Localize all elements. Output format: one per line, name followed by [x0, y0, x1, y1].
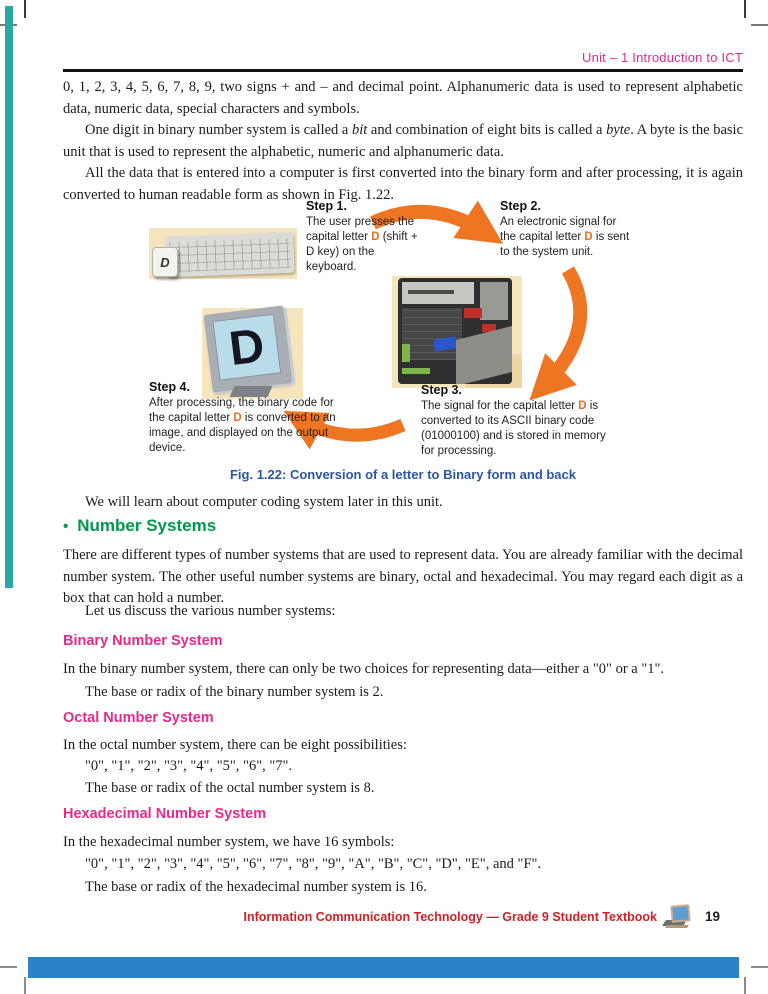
step-3-caption [421, 383, 619, 459]
step-2-label: Step 2. [500, 199, 541, 213]
arrow-step2-to-step3 [542, 270, 580, 388]
laptop-screen [670, 904, 690, 923]
side-panel [456, 326, 512, 384]
capital-d-highlight: D [584, 231, 593, 243]
bullet-icon: • [63, 518, 69, 535]
italic-term-bit: bit [351, 122, 368, 138]
step-2-caption [500, 199, 632, 260]
crop-mark-bottom-left-v [24, 977, 26, 994]
keyboard-photo [149, 228, 297, 279]
section-heading-number-systems [63, 516, 216, 536]
binary-line-2: The base or radix of the binary number system is 2. [85, 684, 384, 700]
figure-caption: Fig. 1.22: Conversion of a letter to Binary form and back [229, 467, 577, 482]
text-segment: is converted to an image, and displayed on the output device. [149, 412, 336, 454]
step-4-caption [149, 380, 341, 456]
crop-mark-top-right-h [751, 24, 768, 26]
text-segment: The signal for the capital letter [421, 400, 579, 412]
text-segment: The user presses the capital letter [306, 216, 415, 243]
text-segment: An electronic signal for the capital letter [500, 216, 617, 243]
italic-term-byte: byte [606, 122, 631, 138]
step-1-label: Step 1. [306, 199, 347, 213]
crop-mark-bottom-right-v [744, 977, 746, 994]
laptop-icon [664, 904, 692, 929]
paragraph-bit-byte [63, 120, 743, 163]
octal-digits: "0", "1", "2", "3", "4", "5", "6", "7". [85, 758, 293, 774]
capital-d-highlight: D [578, 400, 587, 412]
left-edge-accent-bar [5, 6, 13, 588]
binary-line-1: In the binary number system, there can only be two choices for representing data—either a "0" or a "1". [63, 661, 665, 677]
paragraph-coding-system: We will learn about computer coding system later in this unit. [85, 494, 443, 510]
footer-book-title: Information Communication Technology — Grade 9 Student Textbook [243, 909, 657, 924]
header-rule [63, 69, 743, 72]
green-component [402, 368, 430, 374]
page-number: 19 [704, 909, 720, 924]
motherboard [402, 308, 462, 360]
hex-line-3: The base or radix of the hexadecimal number system is 16. [85, 879, 427, 895]
text-segment: (shift + D key) on the keyboard. [306, 231, 418, 273]
step-3-label: Step 3. [421, 383, 462, 397]
system-unit-photo [392, 276, 522, 388]
paragraph-number-systems-intro: There are different types of number systems that are used to represent data. You are already familiar with the decimal number system. The other useful number systems are binary, octal and hexadecimal. You may regard each digit as a box that can hold a number. [63, 547, 743, 606]
green-component [402, 344, 410, 362]
drive-slot [408, 290, 454, 294]
paragraph-conversion: All the data that is entered into a computer is first converted into the binary form and after processing, it is again converted to human readable form as shown in Fig. 1.22. [63, 165, 743, 203]
hex-line-1: In the hexadecimal number system, we have 16 symbols: [63, 834, 395, 850]
red-component [464, 308, 482, 318]
subheading-hexadecimal: Hexadecimal Number System [63, 806, 267, 822]
text-segment: One digit in binary number system is called a [85, 122, 352, 138]
capital-d-highlight: D [233, 412, 242, 424]
bottom-edge-accent-bar [28, 957, 739, 978]
laptop-base [665, 925, 689, 928]
paragraph-lead: Let us discuss the various number systems: [85, 603, 336, 619]
subheading-binary: Binary Number System [63, 633, 223, 649]
section-title: Number Systems [77, 516, 217, 535]
octal-line-3: The base or radix of the octal number system is 8. [85, 780, 375, 796]
crop-mark-bottom-left-h [0, 966, 17, 968]
text-segment: After processing, the binary code for the capital letter [149, 397, 334, 424]
crop-mark-top-right-v [744, 0, 746, 18]
page-footer [244, 904, 720, 929]
subheading-octal: Octal Number System [63, 710, 214, 726]
unit-header-title: Unit – 1 Introduction to ICT [582, 50, 743, 65]
crop-mark-bottom-right-h [751, 966, 768, 968]
hex-symbols: "0", "1", "2", "3", "4", "5", "6", "7", "8", "9", "A", "B", "C", "D", "E", and "F". [85, 856, 542, 872]
paragraph-digits: 0, 1, 2, 3, 4, 5, 6, 7, 8, 9, two signs + and – and decimal point. Alphanumeric data is used to represent alphabetic data, numeric data, special characters and symbols. [63, 79, 743, 117]
computer-case-art [398, 278, 512, 384]
capital-d-highlight: D [371, 231, 380, 243]
octal-line-1: In the octal number system, there can be eight possibilities: [63, 737, 407, 753]
step-1-caption [306, 199, 428, 275]
step-4-label: Step 4. [149, 380, 190, 394]
d-keycap: D [152, 247, 178, 277]
keyboard-art [165, 232, 294, 277]
text-segment: is sent to the system unit. [500, 231, 630, 258]
crop-mark-top-left-v [24, 0, 26, 18]
text-segment: is converted to its ASCII binary code (01000100) and is stored in memory for processing. [421, 400, 606, 457]
monitor-screen: D [212, 314, 281, 381]
power-supply [480, 282, 508, 320]
text-segment: and combination of eight bits is called a [367, 122, 607, 138]
text-segment: . A byte is the basic unit that is used to represent the alphabetic, numeric and alphanumeric data. [63, 122, 744, 160]
